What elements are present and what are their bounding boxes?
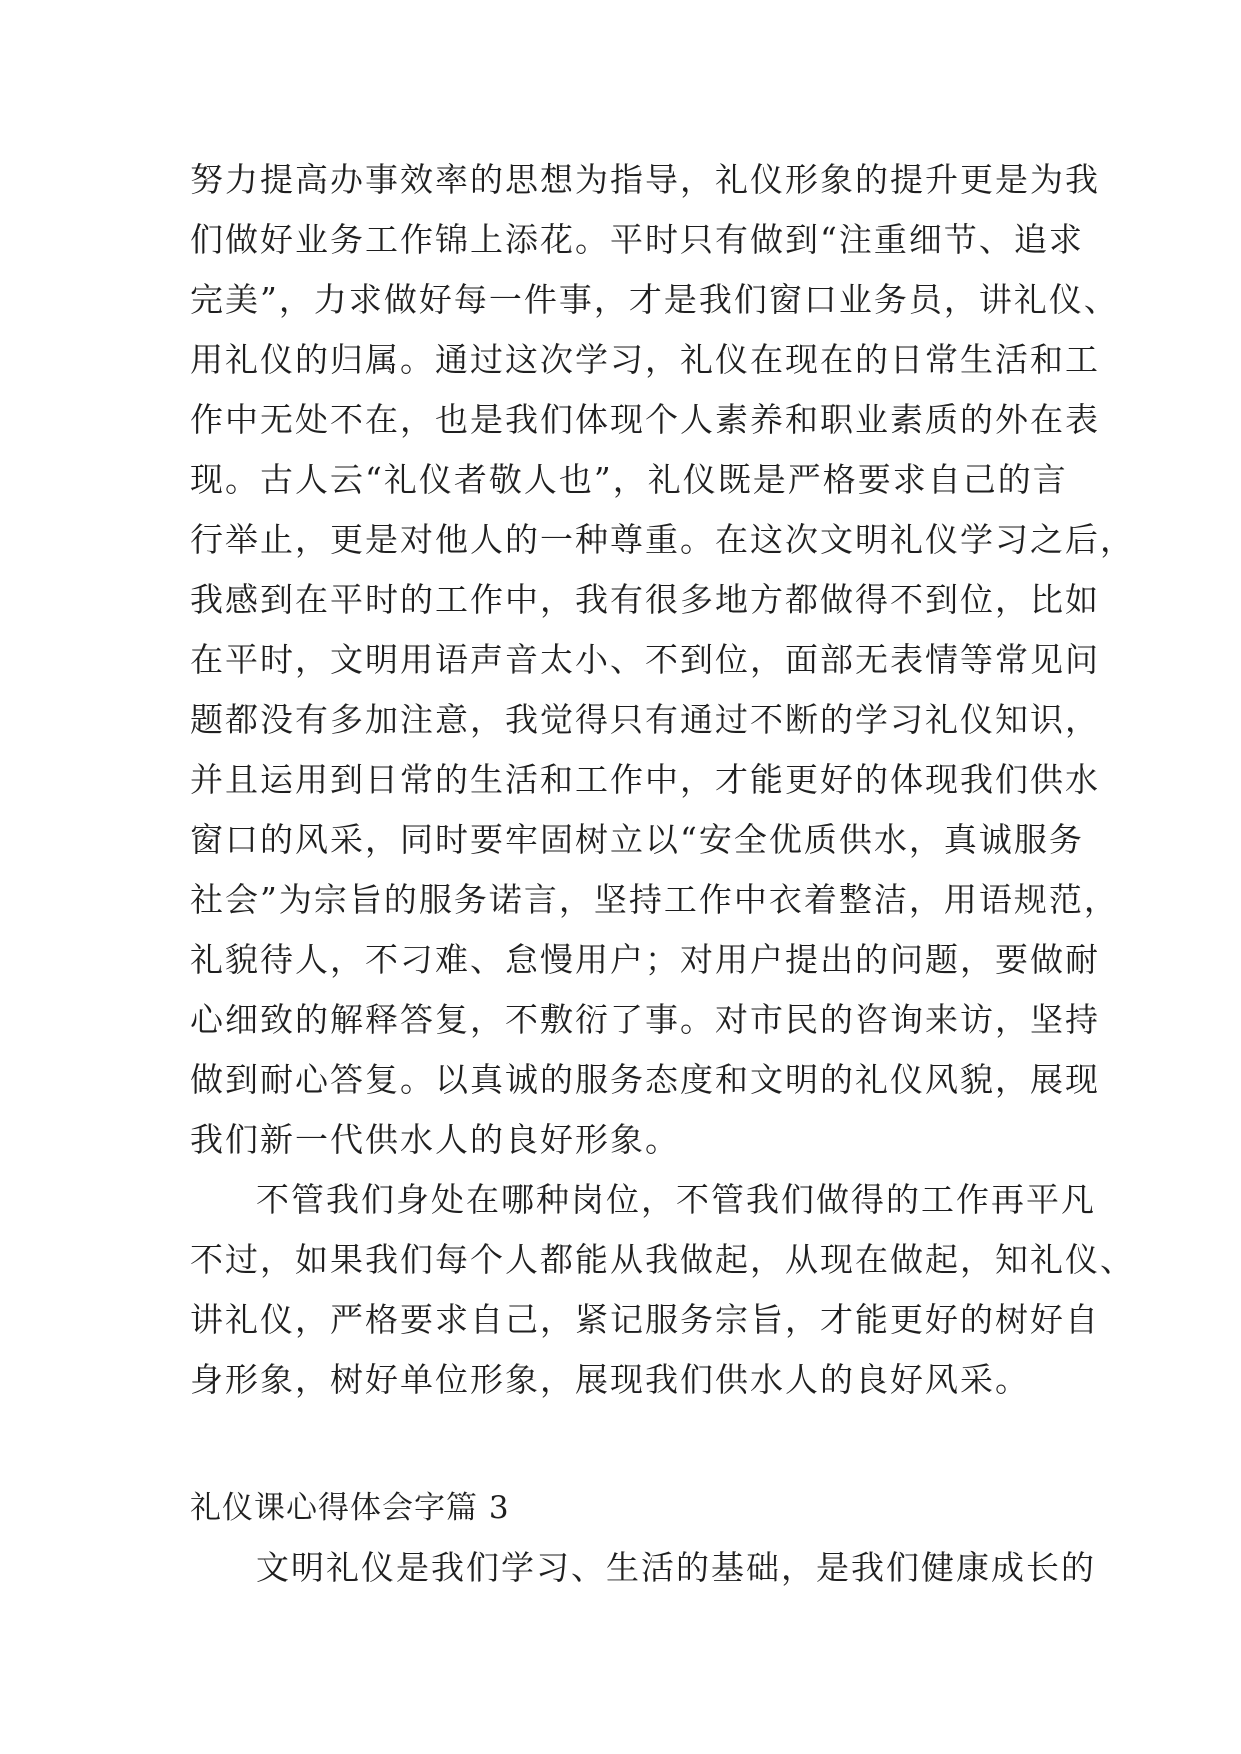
- text-line: 用礼仪的归属。通过这次学习，礼仪在现在的日常生活和工: [190, 340, 1100, 379]
- text-line: 讲礼仪，严格要求自己，紧记服务宗旨，才能更好的树好自: [190, 1300, 1100, 1339]
- text-line: 努力提高办事效率的思想为指导，礼仪形象的提升更是为我: [190, 160, 1100, 199]
- text-line: 文明礼仪是我们学习、生活的基础，是我们健康成长的: [256, 1548, 1096, 1587]
- text-line: 不过，如果我们每个人都能从我做起，从现在做起，知礼仪、: [190, 1240, 1135, 1279]
- paragraph-2: [190, 1170, 1135, 1410]
- text-line: 在平时，文明用语声音太小、不到位，面部无表情等常见问: [190, 640, 1100, 679]
- paragraph-1: [190, 150, 1135, 1170]
- section-spacer: [190, 1410, 1050, 1478]
- document-body: [190, 150, 1135, 1598]
- text-line: 做到耐心答复。以真诚的服务态度和文明的礼仪风貌，展现: [190, 1060, 1100, 1099]
- section-heading: 礼仪课心得体会字篇 3: [190, 1490, 510, 1526]
- text-line: 我感到在平时的工作中，我有很多地方都做得不到位，比如: [190, 580, 1100, 619]
- text-line: 不管我们身处在哪种岗位，不管我们做得的工作再平凡: [256, 1180, 1096, 1219]
- paragraph-3: [190, 1538, 1096, 1598]
- text-line: 身形象，树好单位形象，展现我们供水人的良好风采。: [190, 1360, 1030, 1399]
- text-line: 我们新一代供水人的良好形象。: [190, 1120, 680, 1159]
- text-line: 行举止，更是对他人的一种尊重。在这次文明礼仪学习之后，: [190, 520, 1135, 559]
- text-line: 作中无处不在，也是我们体现个人素养和职业素质的外在表: [190, 400, 1100, 439]
- text-line: 心细致的解释答复，不敷衍了事。对市民的咨询来访，坚持: [190, 1000, 1100, 1039]
- text-line: 并且运用到日常的生活和工作中，才能更好的体现我们供水: [190, 760, 1100, 799]
- text-line: 社会”为宗旨的服务诺言，坚持工作中衣着整洁，用语规范，: [190, 880, 1119, 919]
- text-line: 窗口的风采，同时要牢固树立以“安全优质供水，真诚服务: [190, 820, 1084, 859]
- text-line: 完美”，力求做好每一件事，才是我们窗口业务员，讲礼仪、: [190, 280, 1119, 319]
- text-line: 礼貌待人，不刁难、怠慢用户；对用户提出的问题，要做耐: [190, 940, 1100, 979]
- text-line: 题都没有多加注意，我觉得只有通过不断的学习礼仪知识，: [190, 700, 1100, 739]
- text-line: 现。古人云“礼仪者敬人也”，礼仪既是严格要求自己的言: [190, 460, 1068, 499]
- text-line: 们做好业务工作锦上添花。平时只有做到“注重细节、追求: [190, 220, 1084, 259]
